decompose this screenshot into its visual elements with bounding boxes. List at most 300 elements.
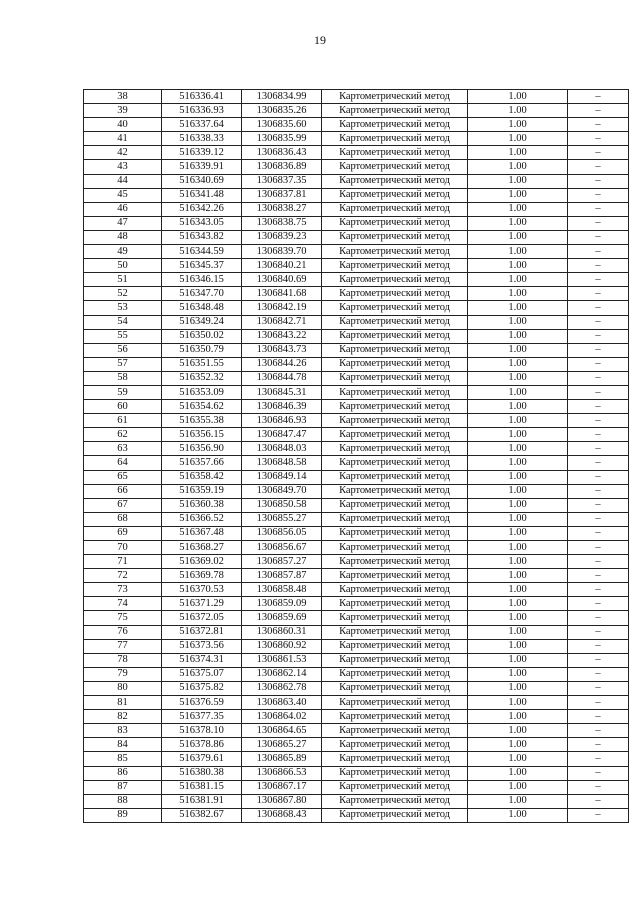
note-cell: – xyxy=(568,245,629,259)
method-cell: Картометрический метод xyxy=(322,414,468,428)
method-cell: Картометрический метод xyxy=(322,710,468,724)
note-cell: – xyxy=(568,498,629,512)
point-number-cell: 43 xyxy=(84,160,162,174)
precision-cell: 1.00 xyxy=(468,611,568,625)
note-cell: – xyxy=(568,188,629,202)
table-row xyxy=(84,414,629,428)
y-coordinate-cell: 1306848.03 xyxy=(242,442,322,456)
point-number-cell: 71 xyxy=(84,555,162,569)
method-cell: Картометрический метод xyxy=(322,230,468,244)
note-cell: – xyxy=(568,146,629,160)
y-coordinate-cell: 1306855.27 xyxy=(242,512,322,526)
coordinates-table xyxy=(83,89,629,823)
note-cell: – xyxy=(568,202,629,216)
precision-cell: 1.00 xyxy=(468,428,568,442)
method-cell: Картометрический метод xyxy=(322,724,468,738)
table-row xyxy=(84,611,629,625)
table-row xyxy=(84,569,629,583)
method-cell: Картометрический метод xyxy=(322,174,468,188)
x-coordinate-cell: 516336.93 xyxy=(162,104,242,118)
y-coordinate-cell: 1306847.47 xyxy=(242,428,322,442)
table-row xyxy=(84,710,629,724)
method-cell: Картометрический метод xyxy=(322,343,468,357)
table-row xyxy=(84,526,629,540)
table-row xyxy=(84,653,629,667)
precision-cell: 1.00 xyxy=(468,273,568,287)
table-row xyxy=(84,230,629,244)
precision-cell: 1.00 xyxy=(468,456,568,470)
precision-cell: 1.00 xyxy=(468,766,568,780)
y-coordinate-cell: 1306849.14 xyxy=(242,470,322,484)
precision-cell: 1.00 xyxy=(468,343,568,357)
x-coordinate-cell: 516349.24 xyxy=(162,315,242,329)
point-number-cell: 51 xyxy=(84,273,162,287)
point-number-cell: 41 xyxy=(84,132,162,146)
method-cell: Картометрический метод xyxy=(322,569,468,583)
note-cell: – xyxy=(568,808,629,822)
table-row xyxy=(84,667,629,681)
x-coordinate-cell: 516375.82 xyxy=(162,681,242,695)
method-cell: Картометрический метод xyxy=(322,456,468,470)
precision-cell: 1.00 xyxy=(468,667,568,681)
point-number-cell: 45 xyxy=(84,188,162,202)
x-coordinate-cell: 516350.79 xyxy=(162,343,242,357)
precision-cell: 1.00 xyxy=(468,681,568,695)
y-coordinate-cell: 1306837.35 xyxy=(242,174,322,188)
y-coordinate-cell: 1306865.27 xyxy=(242,738,322,752)
method-cell: Картометрический метод xyxy=(322,329,468,343)
x-coordinate-cell: 516372.81 xyxy=(162,625,242,639)
x-coordinate-cell: 516347.70 xyxy=(162,287,242,301)
x-coordinate-cell: 516379.61 xyxy=(162,752,242,766)
method-cell: Картометрический метод xyxy=(322,400,468,414)
note-cell: – xyxy=(568,315,629,329)
method-cell: Картометрический метод xyxy=(322,245,468,259)
y-coordinate-cell: 1306835.99 xyxy=(242,132,322,146)
precision-cell: 1.00 xyxy=(468,400,568,414)
x-coordinate-cell: 516354.62 xyxy=(162,400,242,414)
y-coordinate-cell: 1306862.14 xyxy=(242,667,322,681)
point-number-cell: 38 xyxy=(84,90,162,104)
y-coordinate-cell: 1306862.78 xyxy=(242,681,322,695)
y-coordinate-cell: 1306835.60 xyxy=(242,118,322,132)
table-row xyxy=(84,202,629,216)
point-number-cell: 86 xyxy=(84,766,162,780)
method-cell: Картометрический метод xyxy=(322,301,468,315)
method-cell: Картометрический метод xyxy=(322,667,468,681)
point-number-cell: 47 xyxy=(84,216,162,230)
point-number-cell: 76 xyxy=(84,625,162,639)
point-number-cell: 84 xyxy=(84,738,162,752)
note-cell: – xyxy=(568,216,629,230)
point-number-cell: 55 xyxy=(84,329,162,343)
y-coordinate-cell: 1306857.87 xyxy=(242,569,322,583)
note-cell: – xyxy=(568,273,629,287)
method-cell: Картометрический метод xyxy=(322,442,468,456)
y-coordinate-cell: 1306860.31 xyxy=(242,625,322,639)
note-cell: – xyxy=(568,569,629,583)
table-row xyxy=(84,273,629,287)
y-coordinate-cell: 1306842.71 xyxy=(242,315,322,329)
y-coordinate-cell: 1306867.80 xyxy=(242,794,322,808)
precision-cell: 1.00 xyxy=(468,216,568,230)
precision-cell: 1.00 xyxy=(468,794,568,808)
table-row xyxy=(84,400,629,414)
table-row xyxy=(84,724,629,738)
note-cell: – xyxy=(568,710,629,724)
x-coordinate-cell: 516351.55 xyxy=(162,357,242,371)
x-coordinate-cell: 516343.05 xyxy=(162,216,242,230)
point-number-cell: 67 xyxy=(84,498,162,512)
table-row xyxy=(84,696,629,710)
table-row xyxy=(84,357,629,371)
method-cell: Картометрический метод xyxy=(322,541,468,555)
x-coordinate-cell: 516355.38 xyxy=(162,414,242,428)
method-cell: Картометрический метод xyxy=(322,597,468,611)
note-cell: – xyxy=(568,512,629,526)
note-cell: – xyxy=(568,780,629,794)
precision-cell: 1.00 xyxy=(468,146,568,160)
x-coordinate-cell: 516370.53 xyxy=(162,583,242,597)
table-row xyxy=(84,343,629,357)
point-number-cell: 75 xyxy=(84,611,162,625)
note-cell: – xyxy=(568,357,629,371)
y-coordinate-cell: 1306860.92 xyxy=(242,639,322,653)
x-coordinate-cell: 516356.90 xyxy=(162,442,242,456)
note-cell: – xyxy=(568,555,629,569)
precision-cell: 1.00 xyxy=(468,724,568,738)
point-number-cell: 48 xyxy=(84,230,162,244)
precision-cell: 1.00 xyxy=(468,780,568,794)
precision-cell: 1.00 xyxy=(468,188,568,202)
method-cell: Картометрический метод xyxy=(322,484,468,498)
x-coordinate-cell: 516346.15 xyxy=(162,273,242,287)
note-cell: – xyxy=(568,752,629,766)
table-row xyxy=(84,541,629,555)
note-cell: – xyxy=(568,343,629,357)
point-number-cell: 79 xyxy=(84,667,162,681)
note-cell: – xyxy=(568,385,629,399)
precision-cell: 1.00 xyxy=(468,710,568,724)
point-number-cell: 66 xyxy=(84,484,162,498)
point-number-cell: 85 xyxy=(84,752,162,766)
point-number-cell: 59 xyxy=(84,385,162,399)
x-coordinate-cell: 516382.67 xyxy=(162,808,242,822)
y-coordinate-cell: 1306838.75 xyxy=(242,216,322,230)
method-cell: Картометрический метод xyxy=(322,583,468,597)
precision-cell: 1.00 xyxy=(468,385,568,399)
table-row xyxy=(84,583,629,597)
precision-cell: 1.00 xyxy=(468,696,568,710)
point-number-cell: 89 xyxy=(84,808,162,822)
point-number-cell: 78 xyxy=(84,653,162,667)
table-row xyxy=(84,639,629,653)
point-number-cell: 72 xyxy=(84,569,162,583)
method-cell: Картометрический метод xyxy=(322,639,468,653)
precision-cell: 1.00 xyxy=(468,104,568,118)
table-row xyxy=(84,442,629,456)
y-coordinate-cell: 1306866.53 xyxy=(242,766,322,780)
precision-cell: 1.00 xyxy=(468,160,568,174)
x-coordinate-cell: 516369.78 xyxy=(162,569,242,583)
point-number-cell: 74 xyxy=(84,597,162,611)
x-coordinate-cell: 516356.15 xyxy=(162,428,242,442)
method-cell: Картометрический метод xyxy=(322,118,468,132)
x-coordinate-cell: 516353.09 xyxy=(162,385,242,399)
precision-cell: 1.00 xyxy=(468,526,568,540)
method-cell: Картометрический метод xyxy=(322,766,468,780)
x-coordinate-cell: 516344.59 xyxy=(162,245,242,259)
y-coordinate-cell: 1306865.89 xyxy=(242,752,322,766)
point-number-cell: 44 xyxy=(84,174,162,188)
table-row xyxy=(84,385,629,399)
point-number-cell: 40 xyxy=(84,118,162,132)
point-number-cell: 81 xyxy=(84,696,162,710)
method-cell: Картометрический метод xyxy=(322,259,468,273)
y-coordinate-cell: 1306868.43 xyxy=(242,808,322,822)
table-row xyxy=(84,118,629,132)
table-row xyxy=(84,245,629,259)
precision-cell: 1.00 xyxy=(468,357,568,371)
point-number-cell: 80 xyxy=(84,681,162,695)
precision-cell: 1.00 xyxy=(468,259,568,273)
table-row xyxy=(84,146,629,160)
method-cell: Картометрический метод xyxy=(322,625,468,639)
precision-cell: 1.00 xyxy=(468,583,568,597)
x-coordinate-cell: 516380.38 xyxy=(162,766,242,780)
point-number-cell: 64 xyxy=(84,456,162,470)
precision-cell: 1.00 xyxy=(468,597,568,611)
point-number-cell: 50 xyxy=(84,259,162,273)
point-number-cell: 87 xyxy=(84,780,162,794)
table-row xyxy=(84,470,629,484)
precision-cell: 1.00 xyxy=(468,541,568,555)
y-coordinate-cell: 1306839.70 xyxy=(242,245,322,259)
y-coordinate-cell: 1306856.05 xyxy=(242,526,322,540)
point-number-cell: 83 xyxy=(84,724,162,738)
method-cell: Картометрический метод xyxy=(322,738,468,752)
precision-cell: 1.00 xyxy=(468,653,568,667)
precision-cell: 1.00 xyxy=(468,132,568,146)
y-coordinate-cell: 1306840.69 xyxy=(242,273,322,287)
method-cell: Картометрический метод xyxy=(322,132,468,146)
precision-cell: 1.00 xyxy=(468,569,568,583)
precision-cell: 1.00 xyxy=(468,90,568,104)
note-cell: – xyxy=(568,456,629,470)
y-coordinate-cell: 1306867.17 xyxy=(242,780,322,794)
note-cell: – xyxy=(568,132,629,146)
x-coordinate-cell: 516367.48 xyxy=(162,526,242,540)
note-cell: – xyxy=(568,681,629,695)
point-number-cell: 73 xyxy=(84,583,162,597)
x-coordinate-cell: 516340.69 xyxy=(162,174,242,188)
method-cell: Картометрический метод xyxy=(322,160,468,174)
table-row xyxy=(84,766,629,780)
x-coordinate-cell: 516350.02 xyxy=(162,329,242,343)
note-cell: – xyxy=(568,625,629,639)
method-cell: Картометрический метод xyxy=(322,315,468,329)
method-cell: Картометрический метод xyxy=(322,146,468,160)
table-row xyxy=(84,512,629,526)
precision-cell: 1.00 xyxy=(468,202,568,216)
x-coordinate-cell: 516342.26 xyxy=(162,202,242,216)
y-coordinate-cell: 1306859.09 xyxy=(242,597,322,611)
y-coordinate-cell: 1306834.99 xyxy=(242,90,322,104)
note-cell: – xyxy=(568,301,629,315)
method-cell: Картометрический метод xyxy=(322,273,468,287)
x-coordinate-cell: 516348.48 xyxy=(162,301,242,315)
x-coordinate-cell: 516369.02 xyxy=(162,555,242,569)
method-cell: Картометрический метод xyxy=(322,808,468,822)
coordinates-table-body xyxy=(84,90,629,823)
note-cell: – xyxy=(568,611,629,625)
point-number-cell: 82 xyxy=(84,710,162,724)
x-coordinate-cell: 516345.37 xyxy=(162,259,242,273)
table-row xyxy=(84,808,629,822)
y-coordinate-cell: 1306857.27 xyxy=(242,555,322,569)
x-coordinate-cell: 516375.07 xyxy=(162,667,242,681)
precision-cell: 1.00 xyxy=(468,329,568,343)
y-coordinate-cell: 1306859.69 xyxy=(242,611,322,625)
table-row xyxy=(84,625,629,639)
method-cell: Картометрический метод xyxy=(322,555,468,569)
note-cell: – xyxy=(568,766,629,780)
x-coordinate-cell: 516381.91 xyxy=(162,794,242,808)
table-row xyxy=(84,315,629,329)
method-cell: Картометрический метод xyxy=(322,104,468,118)
table-row xyxy=(84,484,629,498)
y-coordinate-cell: 1306841.68 xyxy=(242,287,322,301)
precision-cell: 1.00 xyxy=(468,639,568,653)
x-coordinate-cell: 516359.19 xyxy=(162,484,242,498)
table-row xyxy=(84,301,629,315)
y-coordinate-cell: 1306837.81 xyxy=(242,188,322,202)
method-cell: Картометрический метод xyxy=(322,287,468,301)
note-cell: – xyxy=(568,160,629,174)
precision-cell: 1.00 xyxy=(468,371,568,385)
y-coordinate-cell: 1306864.65 xyxy=(242,724,322,738)
table-row xyxy=(84,498,629,512)
note-cell: – xyxy=(568,259,629,273)
precision-cell: 1.00 xyxy=(468,315,568,329)
table-row xyxy=(84,104,629,118)
precision-cell: 1.00 xyxy=(468,625,568,639)
table-row xyxy=(84,555,629,569)
table-row xyxy=(84,259,629,273)
precision-cell: 1.00 xyxy=(468,118,568,132)
x-coordinate-cell: 516352.32 xyxy=(162,371,242,385)
point-number-cell: 42 xyxy=(84,146,162,160)
precision-cell: 1.00 xyxy=(468,498,568,512)
point-number-cell: 60 xyxy=(84,400,162,414)
table-row xyxy=(84,132,629,146)
table-row xyxy=(84,174,629,188)
point-number-cell: 56 xyxy=(84,343,162,357)
note-cell: – xyxy=(568,541,629,555)
x-coordinate-cell: 516378.10 xyxy=(162,724,242,738)
x-coordinate-cell: 516357.66 xyxy=(162,456,242,470)
note-cell: – xyxy=(568,470,629,484)
table-row xyxy=(84,738,629,752)
y-coordinate-cell: 1306850.58 xyxy=(242,498,322,512)
precision-cell: 1.00 xyxy=(468,230,568,244)
y-coordinate-cell: 1306836.43 xyxy=(242,146,322,160)
method-cell: Картометрический метод xyxy=(322,357,468,371)
table-row xyxy=(84,371,629,385)
method-cell: Картометрический метод xyxy=(322,470,468,484)
y-coordinate-cell: 1306835.26 xyxy=(242,104,322,118)
note-cell: – xyxy=(568,696,629,710)
point-number-cell: 61 xyxy=(84,414,162,428)
point-number-cell: 62 xyxy=(84,428,162,442)
table-row xyxy=(84,188,629,202)
method-cell: Картометрический метод xyxy=(322,216,468,230)
method-cell: Картометрический метод xyxy=(322,512,468,526)
point-number-cell: 39 xyxy=(84,104,162,118)
x-coordinate-cell: 516341.48 xyxy=(162,188,242,202)
method-cell: Картометрический метод xyxy=(322,188,468,202)
precision-cell: 1.00 xyxy=(468,287,568,301)
x-coordinate-cell: 516360.38 xyxy=(162,498,242,512)
table-row xyxy=(84,752,629,766)
precision-cell: 1.00 xyxy=(468,738,568,752)
note-cell: – xyxy=(568,724,629,738)
y-coordinate-cell: 1306846.93 xyxy=(242,414,322,428)
x-coordinate-cell: 516338.33 xyxy=(162,132,242,146)
note-cell: – xyxy=(568,118,629,132)
table-row xyxy=(84,456,629,470)
x-coordinate-cell: 516337.64 xyxy=(162,118,242,132)
page-number: 19 xyxy=(314,33,326,47)
y-coordinate-cell: 1306844.78 xyxy=(242,371,322,385)
y-coordinate-cell: 1306840.21 xyxy=(242,259,322,273)
precision-cell: 1.00 xyxy=(468,484,568,498)
method-cell: Картометрический метод xyxy=(322,681,468,695)
precision-cell: 1.00 xyxy=(468,442,568,456)
precision-cell: 1.00 xyxy=(468,301,568,315)
note-cell: – xyxy=(568,104,629,118)
note-cell: – xyxy=(568,653,629,667)
note-cell: – xyxy=(568,639,629,653)
point-number-cell: 54 xyxy=(84,315,162,329)
point-number-cell: 88 xyxy=(84,794,162,808)
x-coordinate-cell: 516377.35 xyxy=(162,710,242,724)
point-number-cell: 68 xyxy=(84,512,162,526)
x-coordinate-cell: 516371.29 xyxy=(162,597,242,611)
point-number-cell: 70 xyxy=(84,541,162,555)
method-cell: Картометрический метод xyxy=(322,794,468,808)
x-coordinate-cell: 516381.15 xyxy=(162,780,242,794)
method-cell: Картометрический метод xyxy=(322,653,468,667)
method-cell: Картометрический метод xyxy=(322,202,468,216)
point-number-cell: 63 xyxy=(84,442,162,456)
point-number-cell: 69 xyxy=(84,526,162,540)
precision-cell: 1.00 xyxy=(468,174,568,188)
y-coordinate-cell: 1306836.89 xyxy=(242,160,322,174)
method-cell: Картометрический метод xyxy=(322,696,468,710)
y-coordinate-cell: 1306849.70 xyxy=(242,484,322,498)
point-number-cell: 46 xyxy=(84,202,162,216)
note-cell: – xyxy=(568,414,629,428)
y-coordinate-cell: 1306848.58 xyxy=(242,456,322,470)
x-coordinate-cell: 516358.42 xyxy=(162,470,242,484)
note-cell: – xyxy=(568,738,629,752)
y-coordinate-cell: 1306863.40 xyxy=(242,696,322,710)
note-cell: – xyxy=(568,597,629,611)
y-coordinate-cell: 1306838.27 xyxy=(242,202,322,216)
x-coordinate-cell: 516336.41 xyxy=(162,90,242,104)
note-cell: – xyxy=(568,794,629,808)
